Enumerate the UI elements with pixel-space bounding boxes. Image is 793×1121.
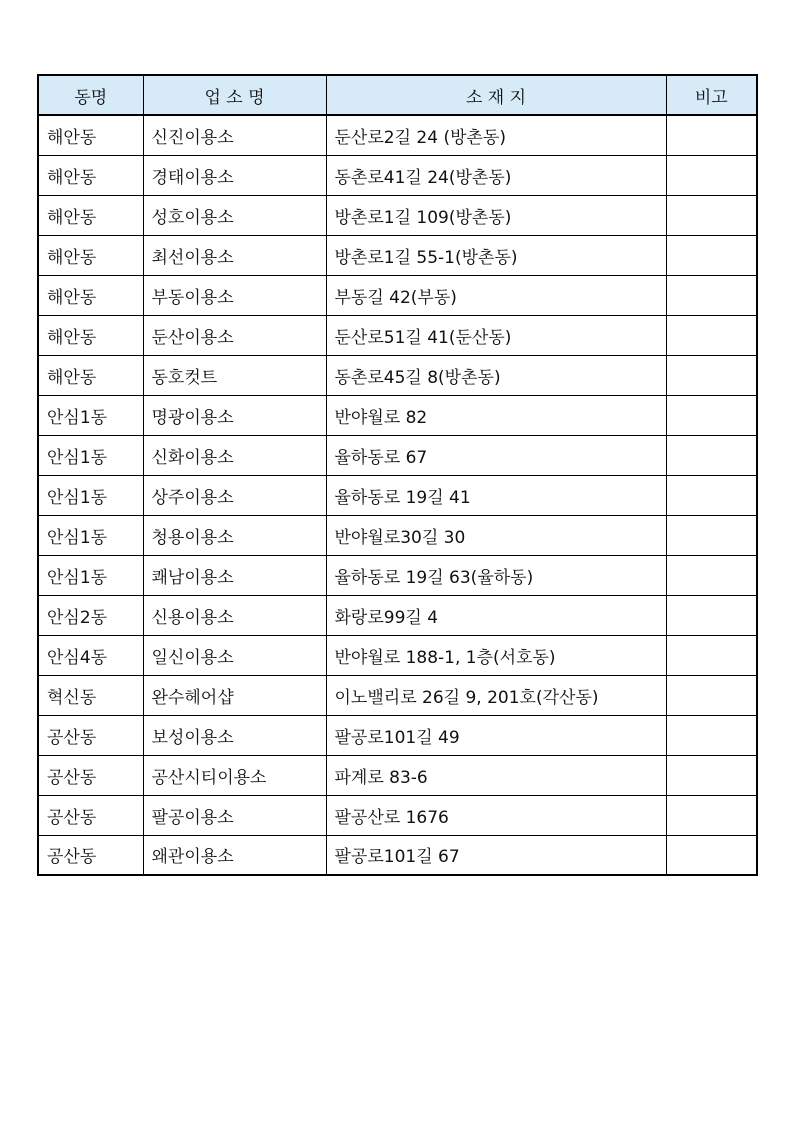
cell-dong: 공산동 xyxy=(38,835,143,875)
cell-note xyxy=(666,275,757,315)
cell-note xyxy=(666,795,757,835)
cell-note xyxy=(666,355,757,395)
cell-note xyxy=(666,475,757,515)
cell-dong: 공산동 xyxy=(38,795,143,835)
barbershop-table xyxy=(37,74,758,876)
cell-business-name: 상주이용소 xyxy=(143,475,326,515)
cell-note xyxy=(666,435,757,475)
table-header xyxy=(38,75,757,115)
cell-note xyxy=(666,115,757,155)
cell-business-name: 청용이용소 xyxy=(143,515,326,555)
cell-dong: 안심1동 xyxy=(38,475,143,515)
table-row xyxy=(38,355,757,395)
cell-address: 팔공로101길 49 xyxy=(326,715,666,755)
cell-address: 팔공로101길 67 xyxy=(326,835,666,875)
table-row xyxy=(38,115,757,155)
cell-business-name: 완수헤어샵 xyxy=(143,675,326,715)
cell-dong: 해안동 xyxy=(38,115,143,155)
cell-note xyxy=(666,315,757,355)
cell-business-name: 왜관이용소 xyxy=(143,835,326,875)
cell-dong: 해안동 xyxy=(38,195,143,235)
cell-address: 이노밸리로 26길 9, 201호(각산동) xyxy=(326,675,666,715)
header-dong: 동명 xyxy=(38,75,143,115)
cell-business-name: 둔산이용소 xyxy=(143,315,326,355)
cell-note xyxy=(666,195,757,235)
cell-dong: 공산동 xyxy=(38,755,143,795)
cell-address: 율하동로 19길 63(율하동) xyxy=(326,555,666,595)
table-row xyxy=(38,155,757,195)
table-row xyxy=(38,195,757,235)
cell-dong: 안심1동 xyxy=(38,515,143,555)
cell-address: 둔산로51길 41(둔산동) xyxy=(326,315,666,355)
cell-address: 반야월로30길 30 xyxy=(326,515,666,555)
cell-business-name: 팔공이용소 xyxy=(143,795,326,835)
cell-note xyxy=(666,755,757,795)
cell-business-name: 보성이용소 xyxy=(143,715,326,755)
cell-address: 반야월로 188-1, 1층(서호동) xyxy=(326,635,666,675)
cell-address: 팔공산로 1676 xyxy=(326,795,666,835)
table-row xyxy=(38,755,757,795)
cell-business-name: 신용이용소 xyxy=(143,595,326,635)
table-row xyxy=(38,515,757,555)
table-row xyxy=(38,395,757,435)
document-page xyxy=(37,74,756,876)
cell-dong: 안심1동 xyxy=(38,395,143,435)
cell-address: 둔산로2길 24 (방촌동) xyxy=(326,115,666,155)
cell-note xyxy=(666,635,757,675)
table-row xyxy=(38,275,757,315)
cell-business-name: 최선이용소 xyxy=(143,235,326,275)
cell-address: 반야월로 82 xyxy=(326,395,666,435)
cell-dong: 혁신동 xyxy=(38,675,143,715)
table-row xyxy=(38,555,757,595)
header-note: 비고 xyxy=(666,75,757,115)
cell-business-name: 명광이용소 xyxy=(143,395,326,435)
cell-dong: 해안동 xyxy=(38,355,143,395)
cell-business-name: 쾌남이용소 xyxy=(143,555,326,595)
cell-business-name: 동호컷트 xyxy=(143,355,326,395)
cell-note xyxy=(666,155,757,195)
cell-business-name: 신화이용소 xyxy=(143,435,326,475)
cell-dong: 공산동 xyxy=(38,715,143,755)
cell-business-name: 공산시티이용소 xyxy=(143,755,326,795)
cell-dong: 해안동 xyxy=(38,155,143,195)
table-body xyxy=(38,115,757,875)
cell-address: 방촌로1길 55-1(방촌동) xyxy=(326,235,666,275)
cell-address: 율하동로 19길 41 xyxy=(326,475,666,515)
cell-note xyxy=(666,395,757,435)
cell-business-name: 부동이용소 xyxy=(143,275,326,315)
cell-address: 부동길 42(부동) xyxy=(326,275,666,315)
cell-dong: 안심1동 xyxy=(38,435,143,475)
cell-address: 화랑로99길 4 xyxy=(326,595,666,635)
cell-note xyxy=(666,715,757,755)
cell-note xyxy=(666,835,757,875)
cell-dong: 해안동 xyxy=(38,315,143,355)
cell-note xyxy=(666,515,757,555)
table-row xyxy=(38,795,757,835)
cell-business-name: 일신이용소 xyxy=(143,635,326,675)
table-row xyxy=(38,235,757,275)
table-row xyxy=(38,475,757,515)
cell-note xyxy=(666,595,757,635)
cell-address: 동촌로45길 8(방촌동) xyxy=(326,355,666,395)
cell-dong: 안심1동 xyxy=(38,555,143,595)
header-address: 소 재 지 xyxy=(326,75,666,115)
cell-address: 방촌로1길 109(방촌동) xyxy=(326,195,666,235)
cell-business-name: 경태이용소 xyxy=(143,155,326,195)
cell-dong: 해안동 xyxy=(38,235,143,275)
cell-business-name: 신진이용소 xyxy=(143,115,326,155)
table-row xyxy=(38,595,757,635)
table-row xyxy=(38,315,757,355)
cell-note xyxy=(666,555,757,595)
header-business-name: 업 소 명 xyxy=(143,75,326,115)
cell-dong: 안심4동 xyxy=(38,635,143,675)
cell-note xyxy=(666,235,757,275)
cell-address: 동촌로41길 24(방촌동) xyxy=(326,155,666,195)
cell-business-name: 성호이용소 xyxy=(143,195,326,235)
cell-note xyxy=(666,675,757,715)
table-row xyxy=(38,715,757,755)
table-row xyxy=(38,835,757,875)
table-row xyxy=(38,635,757,675)
cell-address: 율하동로 67 xyxy=(326,435,666,475)
cell-dong: 안심2동 xyxy=(38,595,143,635)
table-row xyxy=(38,435,757,475)
table-row xyxy=(38,675,757,715)
cell-dong: 해안동 xyxy=(38,275,143,315)
cell-address: 파계로 83-6 xyxy=(326,755,666,795)
header-row xyxy=(38,75,757,115)
